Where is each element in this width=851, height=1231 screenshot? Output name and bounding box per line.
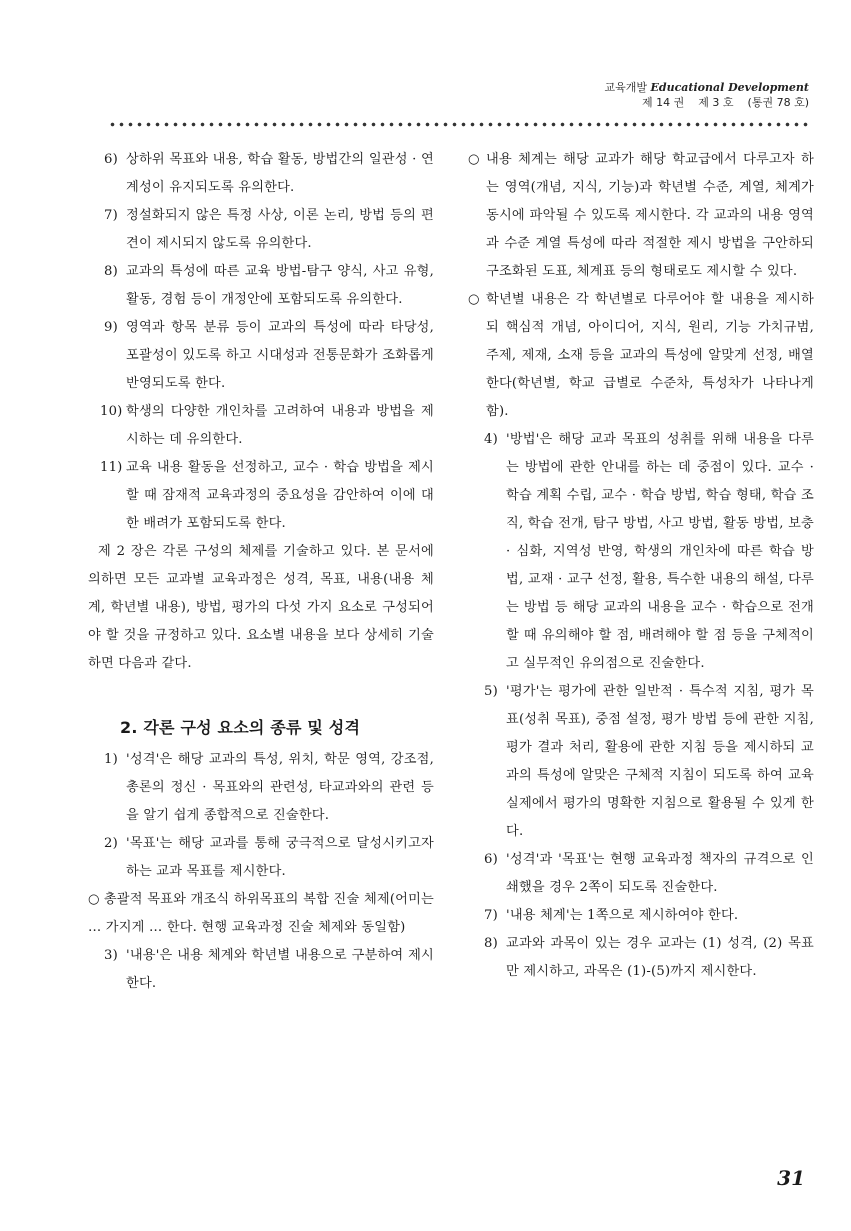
item-text: '내용'은 내용 체계와 학년별 내용으로 구분하여 제시한다. bbox=[126, 948, 434, 991]
list-item bbox=[88, 258, 434, 314]
issue-label: 제 3 호 bbox=[698, 96, 734, 109]
right-column bbox=[468, 146, 814, 986]
circle-bullet-icon: ○ bbox=[468, 292, 480, 307]
item-text: 학생의 다양한 개인차를 고려하여 내용과 방법을 제시하는 데 유의한다. bbox=[126, 404, 434, 447]
dotted-divider bbox=[108, 121, 809, 128]
circle-bullet-icon: ○ bbox=[468, 152, 480, 167]
item-text: '내용 체계'는 1쪽으로 제시하여야 한다. bbox=[506, 908, 739, 923]
list-bullet bbox=[468, 146, 814, 286]
item-text: 교육 내용 활동을 선정하고, 교수 · 학습 방법을 제시할 때 잠재적 교육과정의 중요성을 감안하여 이에 대한 배려가 포함되도록 한다. bbox=[126, 460, 434, 531]
list-item bbox=[88, 454, 434, 538]
bullet-text: 내용 체계는 해당 교과가 해당 학교급에서 다루고자 하는 영역(개념, 지식, 기능)과 학년별 수준, 계열, 체계가 동시에 파악될 수 있도록 제시한다. 각 교과의 내용 영역과 수준 계열 특성에 따라 적절한 제시 방법을 구안하되 구조화된 도표, 체계표 등의 형태로도 제시할 수 있다. bbox=[486, 152, 814, 279]
item-number: 5) bbox=[484, 684, 498, 699]
list-item bbox=[88, 202, 434, 258]
item-number: 8) bbox=[104, 264, 118, 279]
list-item bbox=[468, 930, 814, 986]
item-number: 8) bbox=[484, 936, 498, 951]
circle-bullet-icon: ○ bbox=[88, 892, 100, 907]
list-bullet bbox=[88, 886, 434, 942]
item-text: '성격'과 '목표'는 현행 교육과정 책자의 규격으로 인쇄했을 경우 2쪽이 되도록 진술한다. bbox=[506, 852, 814, 895]
item-number: 6) bbox=[104, 152, 118, 167]
body-paragraph: 제 2 장은 각론 구성의 체제를 기술하고 있다. 본 문서에 의하면 모든 교과별 교육과정은 성격, 목표, 내용(내용 체계, 학년별 내용), 방법, 평가의 다섯 가지 요소로 구성되어야 할 것을 규정하고 있다. 요소별 내용을 보다 상세히 기술하면 다음과 같다. bbox=[88, 544, 434, 671]
item-text: 교과의 특성에 따른 교육 방법-탐구 양식, 사고 유형, 활동, 경험 등이 개정안에 포함되도록 유의한다. bbox=[126, 264, 434, 307]
item-number: 10) bbox=[100, 404, 123, 419]
journal-title-en: Educational Development bbox=[650, 81, 809, 94]
item-text: '목표'는 해당 교과를 통해 궁극적으로 달성시키고자 하는 교과 목표를 제시한다. bbox=[126, 836, 434, 879]
list-item bbox=[88, 398, 434, 454]
page-number: 31 bbox=[777, 1166, 805, 1190]
item-number: 6) bbox=[484, 852, 498, 867]
list-item bbox=[88, 146, 434, 202]
section-title: 2. 각론 구성 요소의 종류 및 성격 bbox=[120, 718, 361, 737]
item-number: 1) bbox=[104, 752, 118, 767]
item-text: '평가'는 평가에 관한 일반적 · 특수적 지침, 평가 목표(성취 목표), 중점 설정, 평가 방법 등에 관한 지침, 평가 결과 처리, 활용에 관한 지침 등을 제시하되 교과의 특성에 알맞은 구체적 지침이 되도록 하여 교육 실제에서 평가의 명확한 지침으로 활용될 수 있게 한다. bbox=[506, 684, 814, 839]
journal-title bbox=[605, 80, 810, 95]
journal-title-ko: 교육개발 bbox=[604, 81, 648, 94]
item-number: 7) bbox=[104, 208, 118, 223]
item-number: 7) bbox=[484, 908, 498, 923]
journal-issue-line bbox=[605, 95, 810, 110]
list-bullet bbox=[468, 286, 814, 426]
item-number: 11) bbox=[100, 460, 123, 475]
bullet-text: 총괄적 목표와 개조식 하위목표의 복합 진술 체제(어미는 … 가지게 … 한다. 현행 교육과정 진술 체제와 동일함) bbox=[88, 892, 434, 935]
item-number: 4) bbox=[484, 432, 498, 447]
list-item bbox=[468, 902, 814, 930]
list-item bbox=[88, 746, 434, 830]
item-number: 2) bbox=[104, 836, 118, 851]
item-text: '성격'은 해당 교과의 특성, 위치, 학문 영역, 강조점, 총론의 정신 · 목표와의 관련성, 타교과와의 관련 등을 알기 쉽게 종합적으로 진술한다. bbox=[126, 752, 434, 823]
list-item bbox=[468, 678, 814, 846]
journal-header bbox=[605, 80, 810, 110]
list-item bbox=[468, 846, 814, 902]
item-text: 정설화되지 않은 특정 사상, 이론 논리, 방법 등의 편견이 제시되지 않도록 유의한다. bbox=[126, 208, 434, 251]
item-text: 영역과 항목 분류 등이 교과의 특성에 따라 타당성, 포괄성이 있도록 하고 시대성과 전통문화가 조화롭게 반영되도록 한다. bbox=[126, 320, 434, 391]
list-item bbox=[88, 942, 434, 998]
bullet-text: 학년별 내용은 각 학년별로 다루어야 할 내용을 제시하되 핵심적 개념, 아이디어, 지식, 원리, 기능 가치규범, 주제, 제재, 소재 등을 교과의 특성에 알맞게 선정, 배열한다(학년별, 학교 급별로 수준차, 특성차가 나타나게 함). bbox=[486, 292, 814, 419]
list-item bbox=[468, 426, 814, 678]
left-column bbox=[88, 146, 434, 998]
item-number: 3) bbox=[104, 948, 118, 963]
item-text: '방법'은 해당 교과 목표의 성취를 위해 내용을 다루는 방법에 관한 안내를 하는 데 중점이 있다. 교수 · 학습 계획 수립, 교수 · 학습 방법, 학습 형태, 학습 조직, 학습 전개, 탐구 방법, 사고 방법, 활동 방법, 보충 · 심화, 지역성 반영, 학생의 개인차에 따른 학습 방법, 교재 · 교구 선정, 활용, 특수한 내용의 해설, 다루는 방법 등 해당 교과의 내용을 교수 · 학습으로 전개할 때 유의해야 할 점, 배려해야 할 점 등을 구체적이고 실무적인 유의점으로 진술한다. bbox=[506, 432, 814, 671]
list-item bbox=[88, 830, 434, 886]
item-text: 교과와 과목이 있는 경우 교과는 (1) 성격, (2) 목표만 제시하고, 과목은 (1)-(5)까지 제시한다. bbox=[506, 936, 814, 979]
list-item bbox=[88, 314, 434, 398]
item-number: 9) bbox=[104, 320, 118, 335]
item-text: 상하위 목표와 내용, 학습 활동, 방법간의 일관성 · 연계성이 유지되도록 유의한다. bbox=[126, 152, 434, 195]
total-issue-label: (통권 78 호) bbox=[747, 96, 809, 109]
volume-label: 제 14 권 bbox=[642, 96, 685, 109]
